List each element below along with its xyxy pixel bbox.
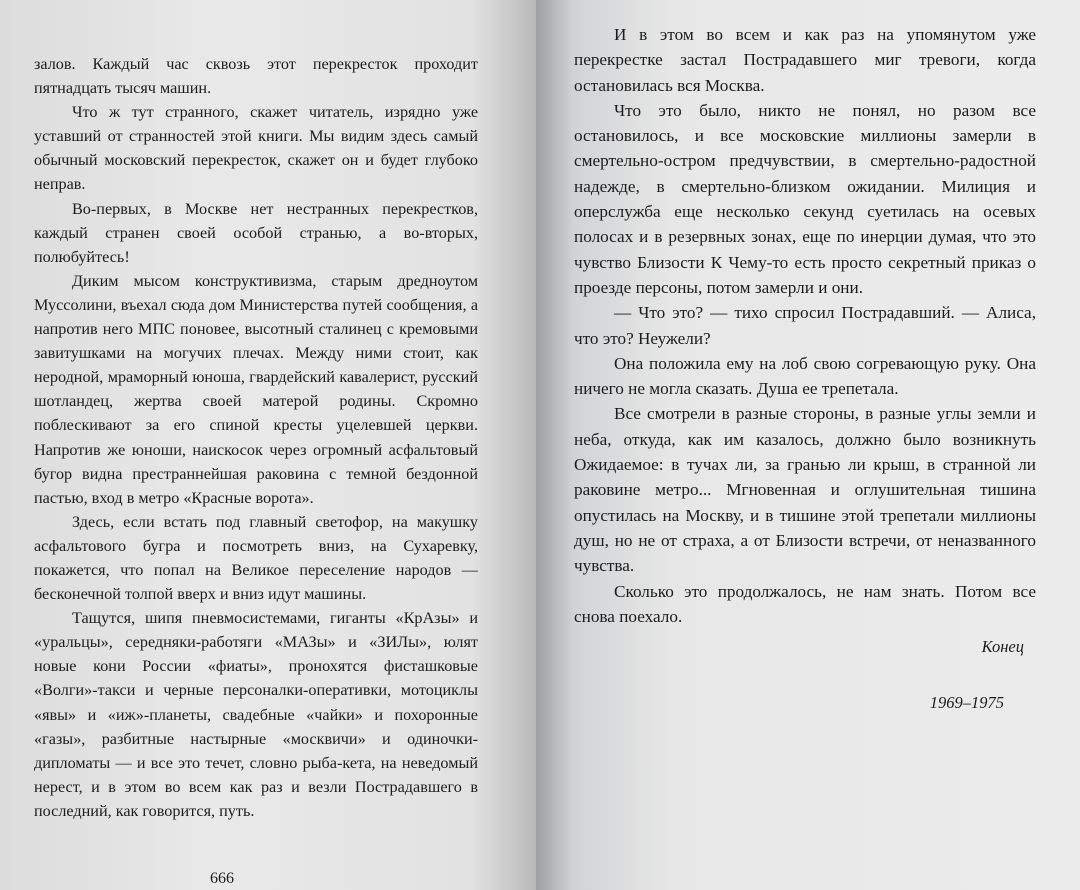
right-page <box>536 0 1080 890</box>
paragraph: — Что это? — тихо спросил Пострадавший. — Алиса, что это? Неужели? <box>574 303 1036 348</box>
paragraph: Что ж тут странного, скажет читатель, изрядно уже уставший от странностей этой книги. Мы видим здесь самый обычный московский перекресток, скажет он и будет глубоко неправ. <box>34 103 478 194</box>
paragraph: Тащутся, шипя пневмосистемами, гиганты «КрАзы» и «уральцы», середняки-работяги «МАЗы» и «ЗИЛы», юлят новые кони России «фиаты», пронохятся фисташковые «Волги»-такси и черные персоналки-оперативки, мотоциклы «явы» и «иж»-планеты, свадебные «чайки» и похоронные «газы», разбитные настырные «москвичи» и одиночки-дипломаты — и все это течет, словно рыба-кета, на неведомый нерест, и в этом во всем как раз и везли Пострадавшего в последний, как говорится, путь. <box>34 609 478 820</box>
paragraph: Здесь, если встать под главный светофор, на макушку асфальтового бугра и посмотреть вниз, на Сухаревку, покажется, что попал на Великое переселение народов — бесконечной толпой вверх и вниз идут машины. <box>34 512 478 604</box>
right-page-text <box>574 22 1036 629</box>
paragraph: Она положила ему на лоб свою согревающую руку. Она ничего не могла сказать. Душа ее трепетала. <box>574 353 1036 399</box>
paragraph: Во-первых, в Москве нет нестранных перекрестков, каждый странен своей особой странью, а во-вторых, полюбуйтесь! <box>34 199 478 266</box>
paragraph: Что это было, никто не понял, но разом все остановилось, и все московские миллионы замерли в смертельно-остром предчувствии, в смертельно-радостной надежде, в смертельно-близком ожидании. Милиция и оперслужба еще несколько секунд суетилась на осевых полосах и в резервных зонах, еще по инерции думая, что это чувство Близости К Чему-то есть просто секретный приказ о проезде персоны, потом замерли и они. <box>574 100 1036 297</box>
paragraph: залов. Каждый час сквозь этот перекресток проходит пятнадцать тысяч машин. <box>34 55 478 98</box>
page-number: 666 <box>210 870 234 887</box>
paragraph: И в этом во всем и как раз на упомянутом уже перекрестке застал Пострадавшего миг тревоги, когда остановилась вся Москва. <box>574 25 1036 95</box>
paragraph: Диким мысом конструктивизма, старым дредноутом Муссолини, въехал сюда дом Министерства путей сообщения, а напротив него МПС поновее, высотный сталинец с кремовыми завитушками на могучих плечах. Между ними стоит, как неродной, мраморный юноша, гвардейский кавалерист, русский шотландец, жертва своей матерой родины. Скромно поблескивают за его спиной кресты уцелевшей церкви. Напротив же юноши, наискосок через огромный асфальтовый бугор видна престраннейшая раковина с темной бездонной пастью, вход в метро «Красные ворота». <box>34 271 478 507</box>
paragraph: Сколько это продолжалось, не нам знать. Потом все снова поехало. <box>574 581 1036 626</box>
paragraph: Все смотрели в разные стороны, в разные углы земли и неба, откуда, как им казалось, должно было возникнуть Ожидаемое: в тучах ли, за гранью ли крыш, в странной ли раковине метро... Мгновенная и оглушительная тишина опустилась на Москву, и в тишине этой трепетали миллионы душ, но не от страха, а от Близости встречи, от неназванного чувства. <box>574 404 1036 576</box>
left-page <box>0 0 536 890</box>
left-page-text <box>34 52 478 823</box>
dates: 1969–1975 <box>929 693 1004 713</box>
end-mark: Конец <box>981 637 1024 657</box>
